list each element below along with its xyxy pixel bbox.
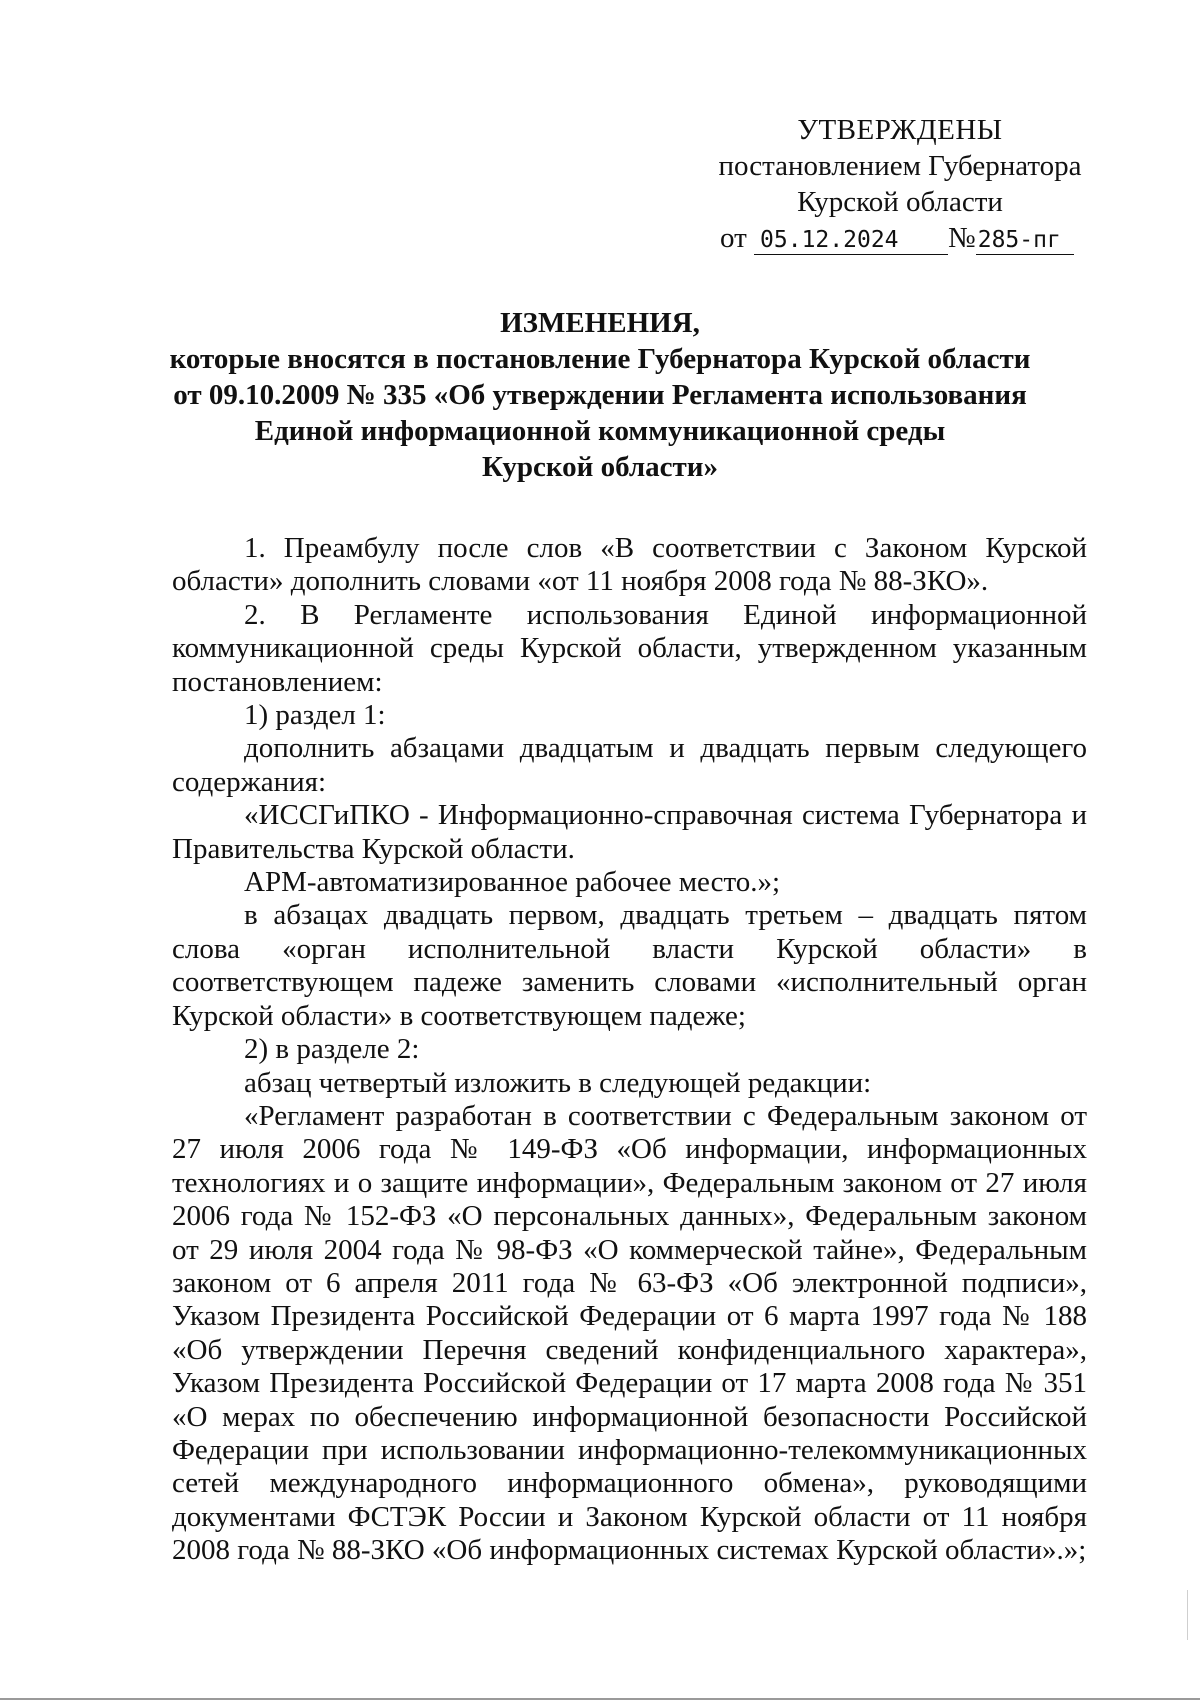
approval-title: УТВЕРЖДЕНЫ (797, 114, 1003, 146)
heading-line-4: Единой информационной коммуникационной среды (254, 415, 946, 447)
heading-line-2: которые вносятся в постановление Губернатора Курской области (169, 343, 1031, 375)
date-prefix: от (720, 222, 747, 254)
approval-line-region: Курской области (797, 186, 1003, 218)
scan-bottom-edge (0, 1698, 1200, 1700)
paragraph-10: «Регламент разработан в соответствии с Федеральным законом от 27 июля 2006 года № 149-ФЗ «Об информации, информационных технологиях и о защите информации», Федеральным законом от 27 июля 2006 года № 152-ФЗ «О персональных данных», Федеральным законом от 29 июля 2004 года № 98-ФЗ «О коммерческой тайне», Федеральным законом от 6 апреля 2011 года № 63-ФЗ «Об электронной подписи», Указом Президента Российской Федерации от 6 марта 1997 года № 188 «Об утверждении Перечня сведений конфиденциального характера», Указом Президента Российской Федерации от 17 марта 2008 года № 351 «О мерах по обеспечению информационной безопасности Российской Федерации при использовании информационно-телекоммуникационных сетей международного информационного обмена», руководящими документами ФСТЭК России и Законом Курской области от 11 ноября 2008 года № 88-ЗКО «Об информационных системах Курской области».»; (172, 1099, 1087, 1567)
document-body (172, 532, 1087, 1568)
paragraph-5: «ИССГиПКО - Информационно-справочная система Губернатора и Правительства Курской области. (172, 799, 1087, 865)
document-heading (150, 305, 1050, 485)
heading-line-5: Курской области» (482, 451, 718, 483)
paragraph-1: 1. Преамбулу после слов «В соответствии с Законом Курской области» дополнить словами «от 11 ноября 2008 года № 88-ЗКО». (172, 532, 1087, 598)
paragraph-6: АРМ-автоматизированное рабочее место.»; (244, 866, 781, 899)
number-prefix: № (948, 222, 976, 254)
heading-line-3: от 09.10.2009 № 335 «Об утверждении Регламента использования (173, 379, 1027, 411)
decree-number: 285-пг (976, 226, 1074, 255)
paragraph-7: в абзацах двадцать первом, двадцать третьем – двадцать пятом слова «орган исполнительной власти Курской области» в соответствующем падеже заменить словами «исполнительный орган Курской области» в соответствующем падеже; (172, 899, 1087, 1032)
decree-date: 05.12.2024 (754, 226, 948, 255)
approval-line-decree: постановлением Губернатора (718, 150, 1082, 182)
scan-artifact-line (1187, 1590, 1188, 1640)
heading-title: ИЗМЕНЕНИЯ, (500, 307, 700, 339)
approval-stamp (700, 112, 1100, 256)
approval-date-number (700, 220, 1100, 256)
paragraph-4: дополнить абзацами двадцатым и двадцать первым следующего содержания: (172, 732, 1087, 798)
paragraph-3: 1) раздел 1: (244, 699, 386, 732)
paragraph-8: 2) в разделе 2: (244, 1033, 420, 1066)
paragraph-9: абзац четвертый изложить в следующей редакции: (244, 1066, 872, 1099)
paragraph-2: 2. В Регламенте использования Единой информационной коммуникационной среды Курской области, утвержденном указанным постановлением: (172, 598, 1087, 698)
